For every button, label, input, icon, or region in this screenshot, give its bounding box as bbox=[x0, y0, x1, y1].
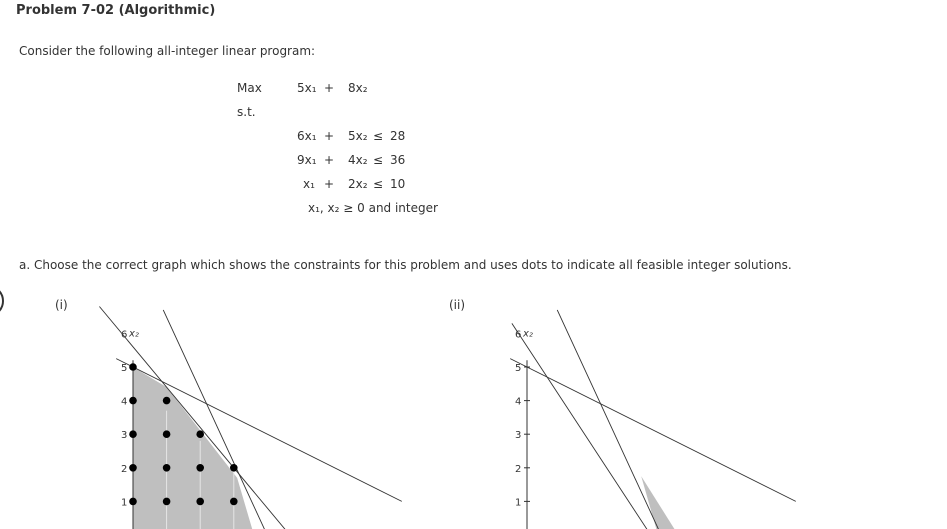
integer-solution-dot bbox=[129, 397, 137, 405]
constraint-3-plus: + bbox=[324, 177, 335, 191]
option-ii-label[interactable]: (ii) bbox=[449, 298, 466, 312]
y-tick-label: 4 bbox=[515, 396, 522, 408]
integer-solution-dot bbox=[129, 363, 137, 371]
part-a-question: a. Choose the correct graph which shows the constraints for this problem and uses dots to indicate all feasible integer solutions. bbox=[19, 258, 792, 272]
feasible-region bbox=[133, 367, 254, 529]
y-tick-label: 1 bbox=[515, 497, 522, 509]
integer-solution-dot bbox=[230, 498, 238, 506]
constraint-1-plus: + bbox=[324, 129, 335, 143]
integer-solution-dot bbox=[196, 464, 204, 472]
constraint-3-rel: ≤ bbox=[373, 177, 384, 191]
integer-solution-dot bbox=[163, 430, 171, 438]
constraint-2-rhs: 36 bbox=[390, 153, 406, 167]
max-label: Max bbox=[237, 81, 262, 95]
option-i-label[interactable]: (i) bbox=[55, 298, 68, 312]
y-tick-label: 4 bbox=[121, 396, 128, 408]
constraint-line-1 bbox=[512, 323, 682, 529]
y-axis-label: x₂ bbox=[523, 328, 533, 340]
constraint-3-b: 2x₂ bbox=[348, 177, 368, 191]
objective-plus: + bbox=[324, 81, 335, 95]
feasible-region bbox=[641, 476, 678, 529]
y-tick-label: 6 bbox=[515, 329, 522, 341]
nonnegativity: x₁, x₂ ≥ 0 and integer bbox=[308, 201, 438, 215]
constraint-3-rhs: 10 bbox=[390, 177, 406, 191]
y-tick-label: 5 bbox=[515, 363, 522, 374]
integer-solution-dot bbox=[196, 430, 204, 438]
integer-solution-dot bbox=[129, 498, 137, 506]
y-tick-label: 3 bbox=[515, 430, 522, 442]
y-tick-label: 5 bbox=[121, 363, 128, 374]
constraint-3-a: x₁ bbox=[303, 177, 315, 191]
graph-option-i[interactable] bbox=[99, 307, 401, 529]
constraint-2-b: 4x₂ bbox=[348, 153, 368, 167]
objective-term-2: 8x₂ bbox=[348, 81, 368, 95]
constraint-1-b: 5x₂ bbox=[348, 129, 368, 143]
objective-term-1: 5x₁ bbox=[297, 81, 317, 95]
y-tick-label: 3 bbox=[121, 430, 128, 442]
st-label: s.t. bbox=[237, 105, 256, 119]
integer-solution-dot bbox=[196, 498, 204, 506]
integer-solution-dot bbox=[129, 464, 137, 472]
y-axis-label: x₂ bbox=[129, 328, 139, 340]
problem-intro: Consider the following all-integer linear program: bbox=[19, 44, 316, 58]
integer-solution-dot bbox=[230, 464, 238, 472]
y-tick-label: 2 bbox=[121, 463, 128, 475]
integer-solution-dot bbox=[129, 430, 137, 438]
integer-solution-dot bbox=[163, 464, 171, 472]
graph-option-ii[interactable] bbox=[510, 310, 796, 529]
integer-solution-dot bbox=[163, 498, 171, 506]
y-tick-label: 2 bbox=[515, 463, 522, 475]
y-tick-label: 6 bbox=[121, 329, 128, 341]
problem-title: Problem 7-02 (Algorithmic) bbox=[16, 3, 216, 18]
constraint-1-rel: ≤ bbox=[373, 129, 384, 143]
constraint-2-plus: + bbox=[324, 153, 335, 167]
constraint-2-rel: ≤ bbox=[373, 153, 384, 167]
constraint-2-a: 9x₁ bbox=[297, 153, 317, 167]
y-tick-label: 1 bbox=[121, 497, 128, 509]
constraint-1-rhs: 28 bbox=[390, 129, 406, 143]
integer-solution-dot bbox=[163, 397, 171, 405]
constraint-line-3 bbox=[510, 359, 796, 502]
constraint-1-a: 6x₁ bbox=[297, 129, 317, 143]
